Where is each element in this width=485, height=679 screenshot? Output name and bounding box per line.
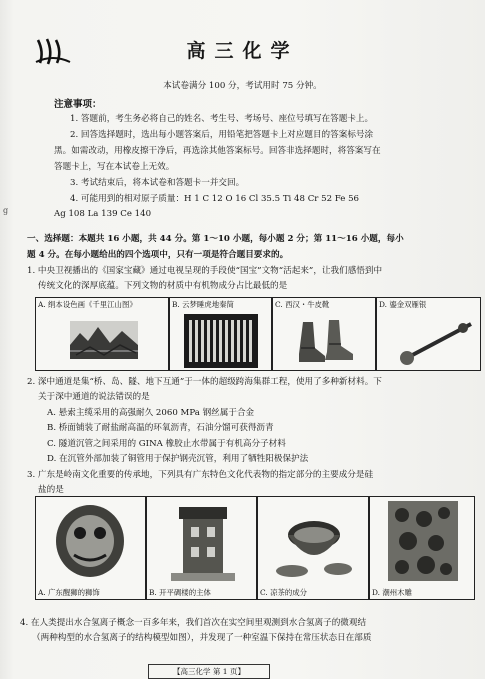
question-2-option: C. 隧道沉管之间采用的 GINA 橡胶止水带属于有机高分子材料 [47,439,286,449]
painting-image [70,315,138,365]
option-label: D. 潮州木雕 [372,588,412,597]
herbal-tea-image [272,505,356,581]
option-c [257,496,369,600]
question-1-options [35,297,485,371]
bamboo-slips-image [184,314,258,368]
diaolou-tower-image [171,503,235,581]
question-2-stem: 2. 深中通道是集“桥、岛、隧、地下互通”于一体的超级跨海集群工程，使用了多种新材料。下 [27,377,382,387]
option-label: B. 开平碉楼的主体 [149,588,211,597]
option-a [35,496,146,600]
notice-heading: 注意事项： [54,99,102,110]
question-2-option: B. 桥面铺装了耐盐耐高温的环氧沥青，石油分馏可获得沥青 [47,423,274,433]
option-b [169,297,272,371]
question-3-options [35,496,485,600]
wood-carving-image [388,501,458,581]
page-title: 高三化学 [186,40,299,62]
section-heading: 一、选择题：本题共 16 小题，共 44 分。第 1～10 小题，每小题 2 分；第 11～16 小题，每小 [27,234,404,244]
option-b [146,496,257,600]
question-1-stem: 传统文化的深厚底蕴。下列文物的材质中有机物成分占比最低的是 [38,281,288,291]
notice-line: 黑。如需改动，用橡皮擦干净后，再选涂其他答案标号。回答非选择题时，将答案写在 [54,146,381,156]
question-2-option: D. 在沉管外部加装了铜管用于保护钢壳沉管，利用了牺牲阳极保护法 [47,454,309,464]
option-label: A. 绢本设色画《千里江山图》 [38,300,137,309]
question-4-stem: （两种构型的水合氢离子的结构模型如图），并发现了一种室温下保持在常压状态日在部质 [32,633,372,643]
leather-boots-image [295,318,357,366]
notice-line: 4. 可能用到的相对原子质量：H 1 C 12 O 16 Cl 35.5 Ti 48 Cr 52 Fe 56 [70,194,360,204]
option-a [35,297,169,371]
notice-line: 1. 答题前，考生务必将自己的姓名、考生号、考场号、座位号填写在答题卡上。 [70,114,374,124]
option-label: C. 凉茶的成分 [260,588,308,597]
score-line: 本试卷满分 100 分，考试用时 75 分钟。 [163,81,322,91]
question-2-option: A. 悬索主缆采用的高强耐久 2060 MPa 钢丝属于合金 [47,408,255,418]
question-3-stem: 3. 广东是岭南文化重要的传承地，下列具有广东特色文化代表物的指定部分的主要成分是硅 [27,470,374,480]
margin-mark: g [3,206,9,215]
lion-dance-head-image [52,501,128,581]
page-footer: 【高三化学 第 1 页】 [148,664,270,679]
option-label: B. 云梦睡虎地秦简 [172,300,234,309]
notice-line: 2. 回答选择题时，选出每小题答案后，用铅笔把答题卡上对应题目的答案标号涂 [70,130,374,140]
notice-line: 答题卡上，写在本试卷上无效。 [54,162,175,172]
option-d [376,297,481,371]
question-4-stem: 4. 在人类提出水合氢离子概念一百多年来，我们首次在实空间里观测到水合氢离子的微观结 [20,618,367,628]
question-1-stem: 1. 中央卫视播出的《国家宝藏》通过电视呈现的手段使“国宝”文物“活起来”，让我们感悟到中 [27,266,383,276]
gilded-silver-item-image [397,316,477,368]
option-label: D. 鎏金双雁银 [379,300,427,309]
notice-line: Ag 108 La 139 Ce 140 [54,209,152,219]
section-heading: 题 4 分。在每小题给出的四个选项中，只有一项是符合题目要求的。 [27,250,289,260]
question-3-stem: 盐的是 [38,485,64,495]
option-label: C. 西汉・牛皮靴 [275,300,330,309]
question-2-stem: 关于深中通道的说法错误的是 [38,392,150,402]
option-c [272,297,376,371]
option-d [369,496,475,600]
notice-line: 3. 考试结束后，将本试卷和答题卡一并交回。 [70,178,245,188]
option-label: A. 广东醒狮的狮饰 [38,588,100,597]
